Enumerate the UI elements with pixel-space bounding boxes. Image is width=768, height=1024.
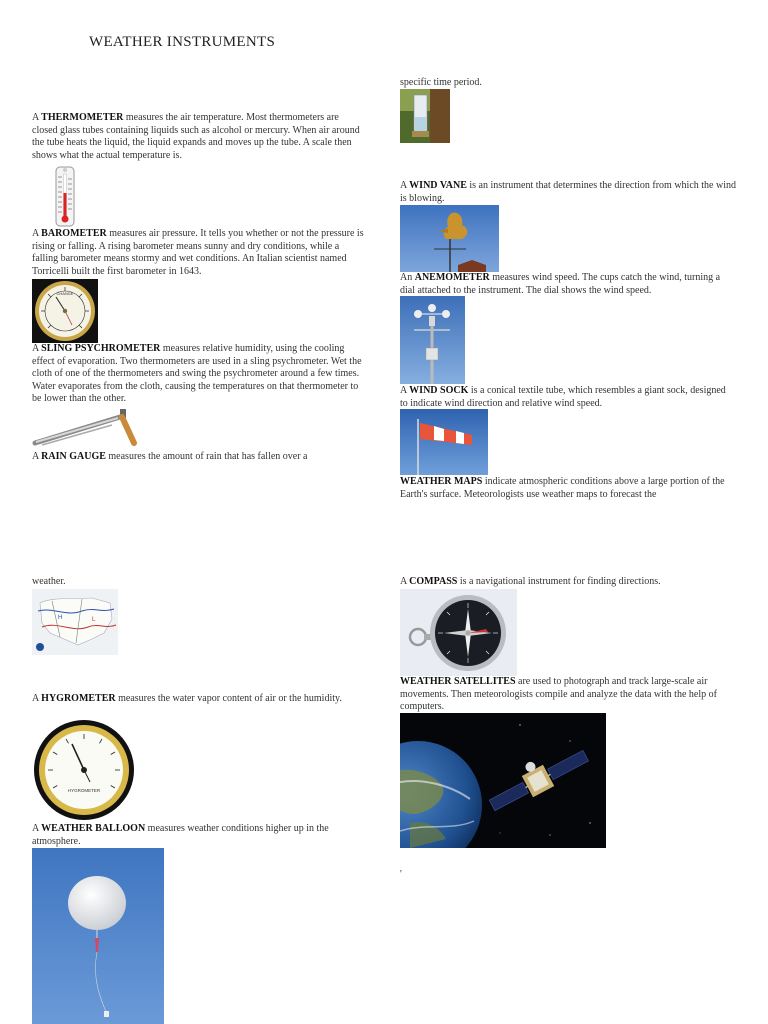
thermometer-paragraph: A THERMOMETER measures the air temperature. Most thermometers are closed glass tubes containing liquids such as alcohol or mercury. When air around the tube heats the liquid, the liquid expands and moves up the tube. A scale then shows what the actual temperature is.	[32, 112, 360, 161]
balloon-paragraph: A WEATHER BALLOON measures weather conditions higher up in the atmosphere.	[32, 823, 329, 847]
stray-mark: '	[400, 869, 402, 880]
compass-paragraph: A COMPASS is a navigational instrument for finding directions.	[400, 576, 661, 587]
rain-gauge-image	[400, 89, 450, 143]
compass-term: COMPASS	[409, 576, 458, 587]
weather-continuation: weather.	[32, 576, 66, 587]
svg-text:H: H	[58, 615, 63, 621]
weathermaps-paragraph: WEATHER MAPS indicate atmospheric conditions above a large portion of the Earth's surface. Meteorologists use weather maps to forecast the	[400, 476, 725, 500]
windvane-paragraph: A WIND VANE is an instrument that determines the direction from which the wind is blowing.	[400, 180, 736, 204]
anemometer-paragraph: An ANEMOMETER measures wind speed. The cups catch the wind, turning a dial attached to the instrument. The dial shows the wind speed.	[400, 272, 721, 296]
anemometer-term: ANEMOMETER	[414, 272, 490, 283]
weather-satellite-image	[400, 713, 606, 848]
windvane-term: WIND VANE	[409, 180, 467, 191]
hygrometer-image	[32, 718, 136, 822]
satellites-term: WEATHER SATELLITES	[400, 676, 516, 687]
wind-vane-image	[400, 205, 499, 272]
weathermaps-term: WEATHER MAPS	[400, 476, 483, 487]
windsock-term: WIND SOCK	[409, 385, 469, 396]
psychrometer-paragraph: A SLING PSYCHROMETER measures relative humidity, using the cooling effect of evaporation. Two thermometers are used in a sling psychrometer. Wet the cloth of one of the thermometers and swing the psychrometer around a few times. Water evaporates from the cloth, causing the temperatures on that thermometer to be lower than the other.	[32, 343, 362, 405]
raingauge-paragraph: A RAIN GAUGE measures the amount of rain that has fallen over a	[32, 451, 308, 462]
balloon-term: WEATHER BALLOON	[41, 823, 146, 834]
raingauge-term: RAIN GAUGE	[41, 451, 106, 462]
period-continuation: specific time period.	[400, 77, 482, 88]
psychrometer-image	[32, 405, 138, 448]
page-title: WEATHER INSTRUMENTS	[89, 34, 276, 50]
barometer-image	[32, 279, 98, 343]
barometer-term: BAROMETER	[41, 228, 107, 239]
compass-image	[400, 589, 517, 676]
barometer-dial-label: CHANGE	[56, 291, 74, 296]
thermometer-image	[54, 165, 76, 228]
wind-sock-image	[400, 409, 488, 475]
satellites-paragraph: WEATHER SATELLITES are used to photograph and track large-scale air movements. Then meteorologists compile and analyze the data with the help of computers.	[400, 676, 717, 713]
weather-balloon-image	[32, 848, 164, 1024]
thermometer-term: THERMOMETER	[41, 112, 124, 123]
hygrometer-term: HYGROMETER	[41, 693, 116, 704]
anemometer-image	[400, 296, 465, 384]
hygrometer-paragraph: A HYGROMETER measures the water vapor content of air or the humidity.	[32, 693, 342, 704]
psychrometer-term: SLING PSYCHROMETER	[41, 343, 161, 354]
svg-text:L: L	[92, 617, 96, 623]
weather-map-image	[32, 589, 118, 655]
barometer-paragraph: A BAROMETER measures air pressure. It tells you whether or not the pressure is rising or falling. A rising barometer means sunny and dry conditions, while a falling barometer means stormy and wet conditions. An Italian scientist named Torricelli built the first barometer in 1643.	[32, 228, 364, 277]
hygrometer-dial-label: HYGROMETER	[67, 788, 101, 793]
windsock-paragraph: A WIND SOCK is a conical textile tube, which resembles a giant sock, designed to indicate wind direction and relative wind speed.	[400, 385, 726, 409]
